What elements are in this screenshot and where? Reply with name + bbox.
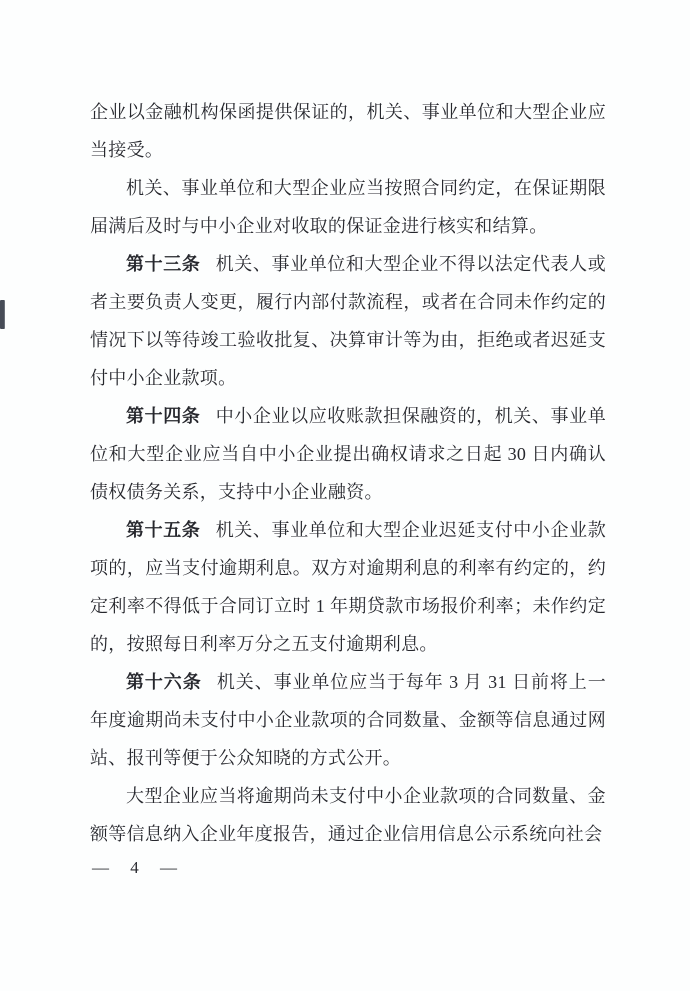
- paragraph-text: 机关、事业单位和大型企业迟延支付中小企业款项的，应当支付逾期利息。双方对逾期利息的利率有约定的，约定利率不得低于合同订立时 1 年期贷款市场报价利率；未作约定的，按照每日利率万分之五支付逾期利息。: [90, 520, 606, 654]
- article-number: 第十四条: [126, 406, 201, 426]
- paragraph-text: 机关、事业单位和大型企业不得以法定代表人或者主要负责人变更，履行内部付款流程，或者在合同未作约定的情况下以等待竣工验收批复、决算审计等为由，拒绝或者迟延支付中小企业款项。: [90, 254, 606, 388]
- page-number: — 4 —: [92, 858, 180, 877]
- paragraph-text: 机关、事业单位和大型企业应当按照合同约定，在保证期限届满后及时与中小企业对收取的保证金进行核实和结算。: [90, 178, 606, 236]
- paragraph-article-13: [90, 245, 606, 397]
- document-body: [90, 93, 606, 880]
- paragraph-text: 企业以金融机构保函提供保证的，机关、事业单位和大型企业应当接受。: [90, 102, 606, 160]
- scan-edge-artifact: [0, 300, 5, 329]
- paragraph: [90, 169, 606, 245]
- paragraph-article-16: [90, 663, 606, 777]
- paragraph: [90, 777, 606, 853]
- article-number: 第十五条: [126, 520, 201, 540]
- paragraph-text: 机关、事业单位应当于每年 3 月 31 日前将上一年度逾期尚未支付中小企业款项的合同数量、金额等信息通过网站、报刊等便于公众知晓的方式公开。: [90, 672, 607, 768]
- paragraph-text: 大型企业应当将逾期尚未支付中小企业款项的合同数量、金额等信息纳入企业年度报告，通过企业信用信息公示系统向社会: [90, 786, 606, 844]
- paragraph: [90, 93, 606, 169]
- paragraph-article-14: [90, 397, 606, 511]
- paragraph-article-15: [90, 511, 606, 663]
- article-number: 第十三条: [126, 254, 201, 274]
- paragraph-text: 中小企业以应收账款担保融资的，机关、事业单位和大型企业应当自中小企业提出确权请求之日起 30 日内确认债权债务关系，支持中小企业融资。: [90, 406, 606, 502]
- article-number: 第十六条: [126, 672, 202, 692]
